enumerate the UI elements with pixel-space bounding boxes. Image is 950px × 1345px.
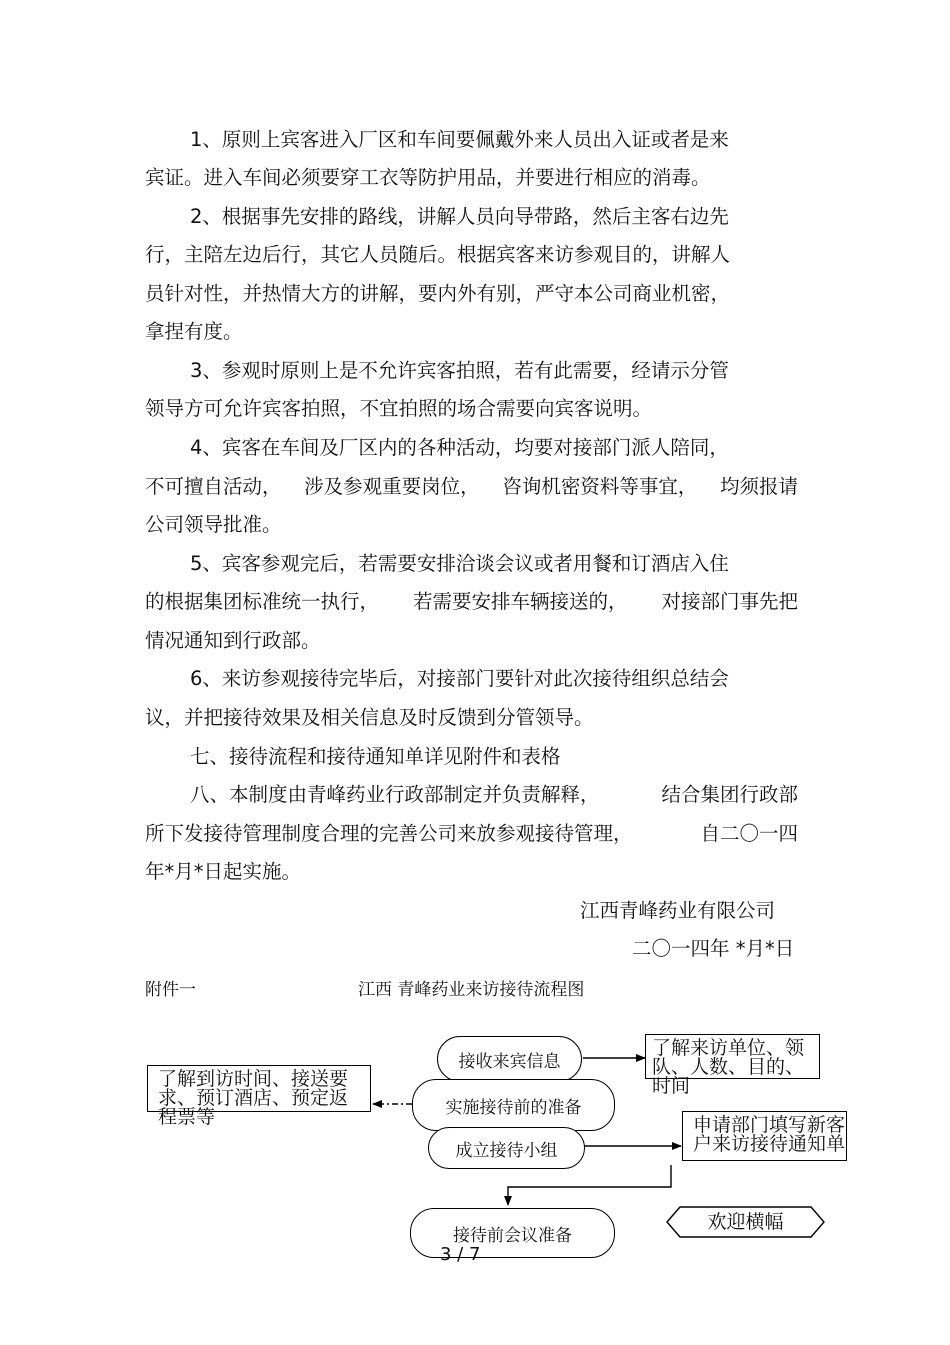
arrow-to-meeting [508, 1165, 671, 1205]
text-line: 4、宾客在车间及厂区内的各种活动，均要对接部门派人陪同， [190, 436, 729, 459]
flow-node-prepare: 实施接待前的准备 [412, 1079, 615, 1131]
text-segment: 自二〇一四 [700, 822, 798, 845]
page-number: 3 / 7 [440, 1244, 481, 1265]
text-segment: 均须报请 [719, 475, 798, 498]
text-segment: 所下发接待管理制度合理的完善公司来放参观接待管理， [145, 822, 633, 845]
text-segment: 若需要安排车辆接送的， [412, 590, 628, 613]
text-segment: 涉及参观重要岗位， [304, 475, 480, 498]
attachment-label: 附件一 [145, 980, 196, 1000]
signature-company: 江西青峰药业有限公司 [580, 899, 776, 922]
flow-node-meeting: 接待前会议准备 [410, 1208, 615, 1258]
flow-banner-label: 欢迎横幅 [707, 1211, 784, 1233]
flow-box-notice-text: 申请部门填写新客户来访接待通知单 [693, 1114, 846, 1155]
text-line: 1、原则上宾客进入厂区和车间要佩戴外来人员出入证或者是来 [190, 128, 729, 151]
flow-node-team: 成立接待小组 [428, 1127, 585, 1169]
text-line: 公司领导批准。 [145, 513, 282, 536]
signature-date: 二〇一四年 *月*日 [632, 937, 795, 960]
text-segment: 咨询机密资料等事宜， [502, 475, 698, 498]
text-segment: 结合集团行政部 [661, 783, 798, 806]
text-line: 拿捏有度。 [145, 320, 243, 343]
text-line: 6、来访参观接待完毕后，对接部门要针对此次接待组织总结会 [190, 667, 729, 690]
paragraph-7: 七、接待流程和接待通知单详见附件和表格 [190, 745, 561, 768]
text-segment: 不可擅自活动， [145, 475, 282, 498]
text-line: 情况通知到行政部。 [145, 629, 321, 652]
text-line: 领导方可允许宾客拍照，不宜拍照的场合需要向宾客说明。 [145, 397, 653, 420]
flow-node-receive: 接收来宾信息 [437, 1036, 582, 1082]
text-line: 5、宾客参观完后，若需要安排洽谈会议或者用餐和订酒店入住 [190, 552, 729, 575]
text-segment: 对接部门事先把 [661, 590, 798, 613]
flow-box-arrange-text: 了解到访时间、接送要求、预订酒店、预定返程票等 [158, 1068, 349, 1128]
text-line: 年*月*日起实施。 [145, 860, 302, 883]
text-line: 宾证。进入车间必须要穿工衣等防护用品，并要进行相应的消毒。 [145, 166, 711, 189]
text-segment: 的根据集团标准统一执行， [145, 590, 380, 613]
text-line: 员针对性，并热情大方的讲解，要内外有别，严守本公司商业机密， [145, 282, 731, 305]
text-line: 2、根据事先安排的路线，讲解人员向导带路，然后主客右边先 [190, 205, 729, 228]
text-segment: 八、本制度由青峰药业行政部制定并负责解释， [190, 783, 600, 806]
text-line: 3、参观时原则上是不允许宾客拍照，若有此需要，经请示分管 [190, 359, 729, 382]
flow-box-understand-text: 了解来访单位、领队、人数、目的、时间 [652, 1037, 805, 1097]
text-line: 行，主陪左边后行，其它人员随后。根据宾客来访参观目的，讲解人 [145, 243, 731, 266]
attachment-title: 江西 青峰药业来访接待流程图 [358, 980, 585, 1000]
text-line: 议，并把接待效果及相关信息及时反馈到分管领导。 [145, 706, 594, 729]
